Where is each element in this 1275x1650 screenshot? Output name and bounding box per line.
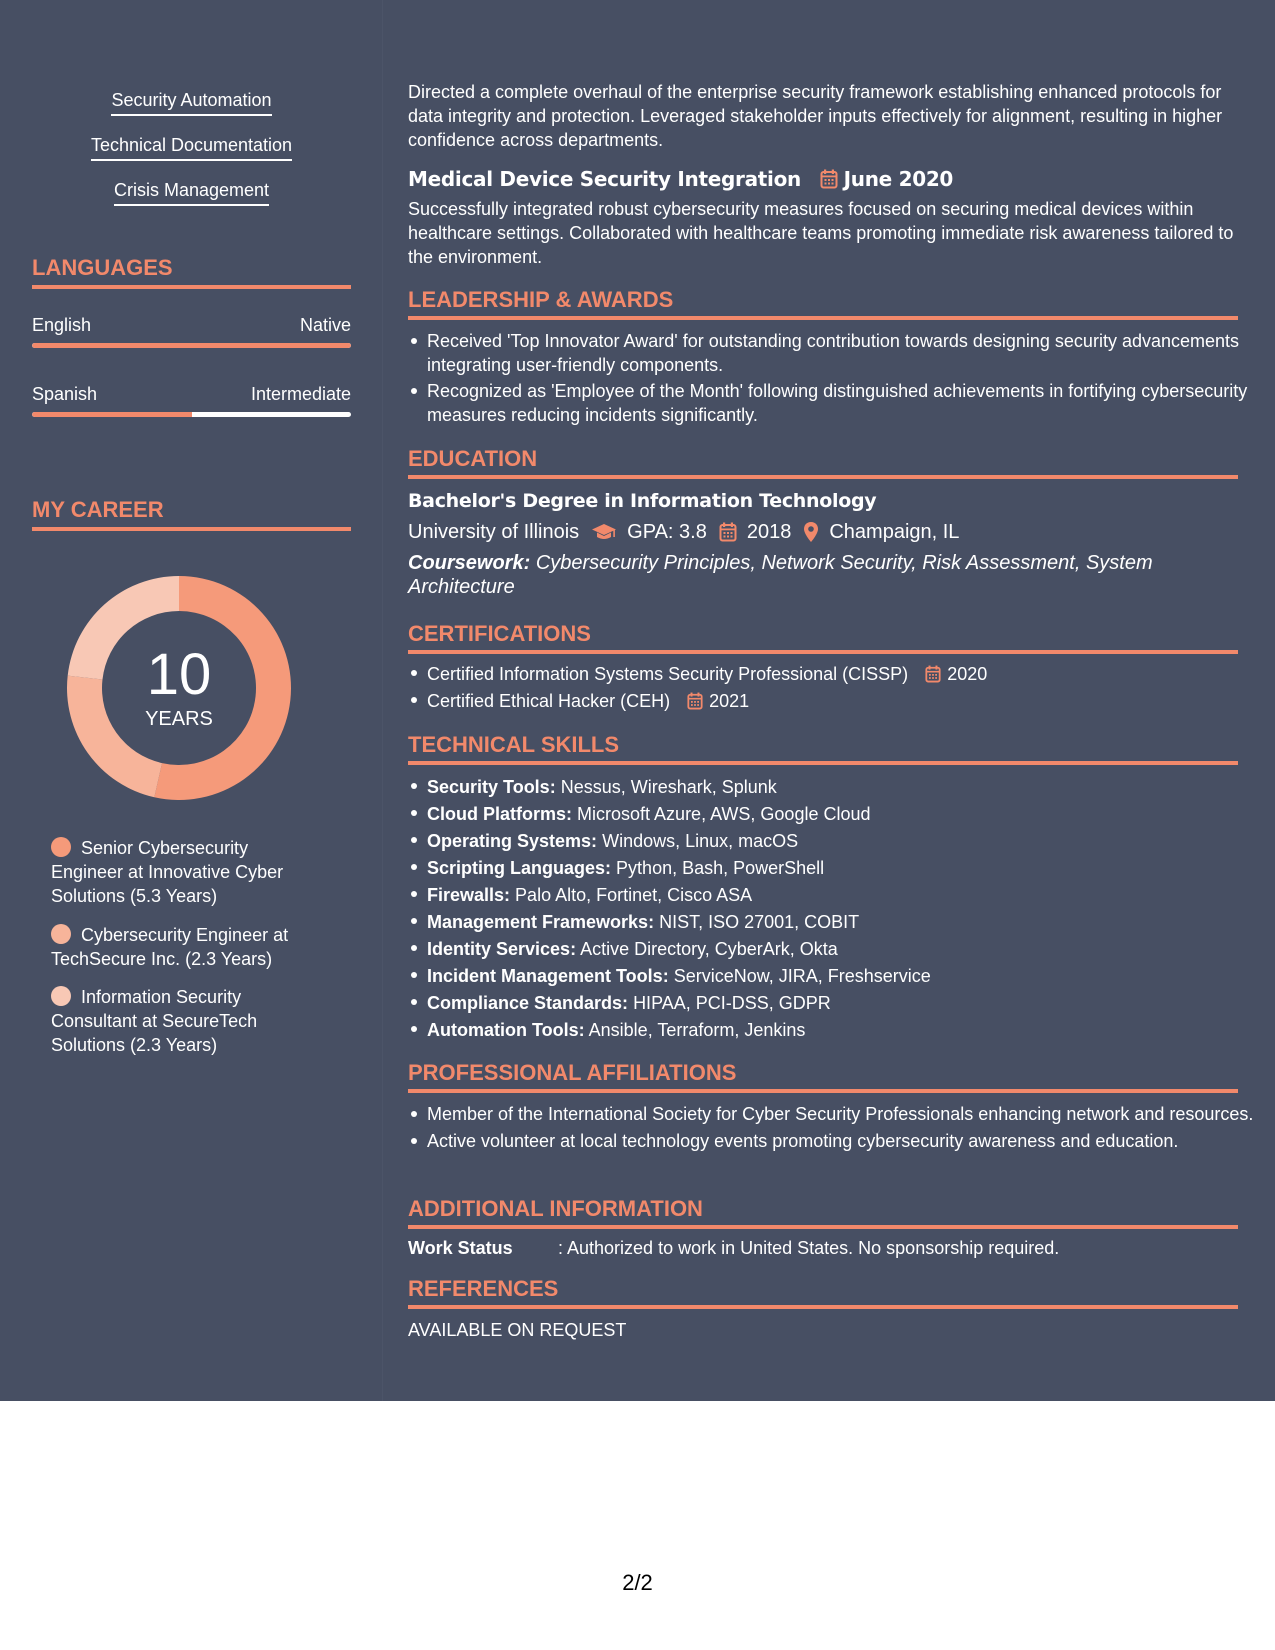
work-status-value: : Authorized to work in United States. No sponsorship required. bbox=[558, 1238, 1060, 1258]
language-name: Spanish bbox=[32, 384, 98, 404]
column-divider bbox=[382, 0, 383, 1401]
project-description: Successfully integrated robust cybersecurity measures focused on securing medical devices within healthcare settings. Collaborated with healthcare teams promoting immediate risk awareness tailored to the environment. bbox=[408, 199, 1234, 267]
career-total-unit: YEARS bbox=[145, 708, 213, 730]
certification-name: Certified Ethical Hacker (CEH) bbox=[427, 691, 671, 711]
skill-row bbox=[427, 828, 1257, 855]
education-location: Champaign, IL bbox=[829, 521, 960, 543]
skill-row bbox=[427, 936, 1257, 963]
certification-date bbox=[687, 691, 749, 711]
project-title: Medical Device Security Integration bbox=[408, 167, 801, 191]
skill-category: Management Frameworks: bbox=[427, 912, 655, 932]
skill-label: Crisis Management bbox=[114, 178, 269, 206]
skill-values: NIST, ISO 27001, COBIT bbox=[659, 912, 860, 932]
certification-item bbox=[427, 688, 1257, 715]
skill-row bbox=[427, 1017, 1257, 1044]
technical-skills-heading: TECHNICAL SKILLS bbox=[408, 731, 1238, 765]
calendar-icon bbox=[925, 665, 941, 683]
languages-heading: LANGUAGES bbox=[32, 254, 351, 289]
skill-category: Operating Systems: bbox=[427, 831, 598, 851]
graduation-cap-icon bbox=[591, 522, 617, 542]
skill-row bbox=[427, 774, 1257, 801]
skill-category: Firewalls: bbox=[427, 885, 511, 905]
skill-item bbox=[32, 178, 351, 206]
certification-year: 2020 bbox=[947, 664, 988, 684]
location-pin-icon bbox=[803, 521, 819, 543]
education-heading: EDUCATION bbox=[408, 445, 1238, 479]
calendar-icon bbox=[687, 692, 703, 710]
education-coursework bbox=[408, 551, 1168, 599]
language-level: Intermediate bbox=[250, 384, 351, 404]
certification-item bbox=[427, 661, 1257, 688]
legend-dot-icon bbox=[51, 837, 71, 857]
skill-row bbox=[427, 909, 1257, 936]
certifications-list bbox=[408, 661, 1257, 715]
skill-label: Technical Documentation bbox=[91, 133, 292, 161]
skill-category: Automation Tools: bbox=[427, 1020, 585, 1040]
skill-row bbox=[427, 963, 1257, 990]
skill-category: Security Tools: bbox=[427, 777, 556, 797]
skill-values: HIPAA, PCI-DSS, GDPR bbox=[633, 993, 831, 1013]
references-text: AVAILABLE ON REQUEST bbox=[408, 1320, 627, 1340]
education-meta bbox=[408, 519, 959, 545]
legend-dot-icon bbox=[51, 924, 71, 944]
work-status-row bbox=[408, 1236, 1059, 1260]
skill-row bbox=[427, 801, 1257, 828]
language-name: English bbox=[32, 315, 92, 335]
language-proficiency-fill bbox=[32, 343, 351, 348]
project-title-row bbox=[408, 166, 953, 192]
language-proficiency-bar bbox=[32, 343, 351, 348]
additional-info-heading: ADDITIONAL INFORMATION bbox=[408, 1195, 1238, 1229]
intro-paragraph: Directed a complete overhaul of the enterprise security framework establishing enhanced protocols for data integrity and protection. Leveraged stakeholder inputs effectively for alignment, resulting in higher confidence across departments. bbox=[408, 82, 1223, 150]
calendar-icon bbox=[820, 169, 838, 189]
career-total bbox=[67, 576, 291, 800]
technical-skills-list bbox=[408, 774, 1257, 1044]
certification-name: Certified Information Systems Security Professional (CISSP) bbox=[427, 664, 909, 684]
career-heading: MY CAREER bbox=[32, 496, 351, 531]
skill-values: Palo Alto, Fortinet, Cisco ASA bbox=[515, 885, 753, 905]
leadership-list bbox=[408, 329, 1257, 427]
skill-category: Cloud Platforms: bbox=[427, 804, 573, 824]
affiliations-heading: PROFESSIONAL AFFILIATIONS bbox=[408, 1059, 1238, 1093]
skill-values: Windows, Linux, macOS bbox=[602, 831, 799, 851]
list-item: Active volunteer at local technology events promoting cybersecurity awareness and education. bbox=[427, 1129, 1257, 1153]
career-legend-item bbox=[51, 923, 321, 971]
career-legend-text: Information Security Consultant at SecureTech Solutions (2.3 Years) bbox=[51, 987, 258, 1055]
coursework-text: Cybersecurity Principles, Network Security, Risk Assessment, System Architecture bbox=[408, 552, 1153, 598]
list-item: Received 'Top Innovator Award' for outstanding contribution towards designing security advancements integrating user-friendly components. bbox=[427, 329, 1257, 377]
skill-item bbox=[32, 88, 351, 116]
education-school: University of Illinois bbox=[408, 521, 580, 543]
references-heading: REFERENCES bbox=[408, 1275, 1238, 1309]
legend-dot-icon bbox=[51, 986, 71, 1006]
certifications-heading: CERTIFICATIONS bbox=[408, 620, 1238, 654]
career-legend-text: Senior Cybersecurity Engineer at Innovative Cyber Solutions (5.3 Years) bbox=[51, 838, 284, 906]
language-row bbox=[32, 314, 351, 336]
list-item: Member of the International Society for Cyber Security Professionals enhancing network and resources. bbox=[427, 1102, 1257, 1126]
skill-values: Ansible, Terraform, Jenkins bbox=[588, 1020, 806, 1040]
page-number: 2/2 bbox=[622, 1570, 653, 1595]
language-proficiency-bar bbox=[32, 412, 351, 417]
career-legend-item bbox=[51, 836, 321, 908]
affiliations-list bbox=[408, 1102, 1257, 1153]
skill-row bbox=[427, 855, 1257, 882]
education-gpa: GPA: 3.8 bbox=[627, 521, 707, 543]
language-row bbox=[32, 383, 351, 405]
skill-values: Nessus, Wireshark, Splunk bbox=[560, 777, 777, 797]
career-legend-item bbox=[51, 985, 321, 1057]
career-donut-chart bbox=[67, 576, 291, 800]
skill-values: Microsoft Azure, AWS, Google Cloud bbox=[577, 804, 871, 824]
skill-category: Identity Services: bbox=[427, 939, 577, 959]
certification-year: 2021 bbox=[709, 691, 750, 711]
work-status-label: Work Status bbox=[408, 1238, 513, 1258]
project-date-text: June 2020 bbox=[843, 167, 954, 191]
skill-category: Incident Management Tools: bbox=[427, 966, 669, 986]
language-level: Native bbox=[299, 315, 351, 335]
coursework-label: Coursework: bbox=[408, 552, 531, 574]
leadership-heading: LEADERSHIP & AWARDS bbox=[408, 286, 1238, 320]
skill-item bbox=[32, 133, 351, 161]
calendar-icon bbox=[719, 522, 737, 542]
certification-date bbox=[925, 664, 987, 684]
skill-values: ServiceNow, JIRA, Freshservice bbox=[673, 966, 931, 986]
skill-values: Active Directory, CyberArk, Okta bbox=[580, 939, 838, 959]
education-year: 2018 bbox=[746, 521, 792, 543]
skill-values: Python, Bash, PowerShell bbox=[616, 858, 825, 878]
list-item: Recognized as 'Employee of the Month' following distinguished achievements in fortifying cybersecurity measures reducing incidents significantly. bbox=[427, 379, 1257, 427]
skill-category: Compliance Standards: bbox=[427, 993, 629, 1013]
skill-row bbox=[427, 990, 1257, 1017]
career-legend-text: Cybersecurity Engineer at TechSecure Inc. (2.3 Years) bbox=[51, 925, 289, 969]
career-total-number: 10 bbox=[146, 642, 212, 707]
skill-label: Security Automation bbox=[111, 88, 271, 116]
skill-row bbox=[427, 882, 1257, 909]
education-degree: Bachelor's Degree in Information Technology bbox=[408, 490, 877, 512]
skill-category: Scripting Languages: bbox=[427, 858, 612, 878]
project-date bbox=[820, 167, 953, 191]
language-proficiency-fill bbox=[32, 412, 192, 417]
